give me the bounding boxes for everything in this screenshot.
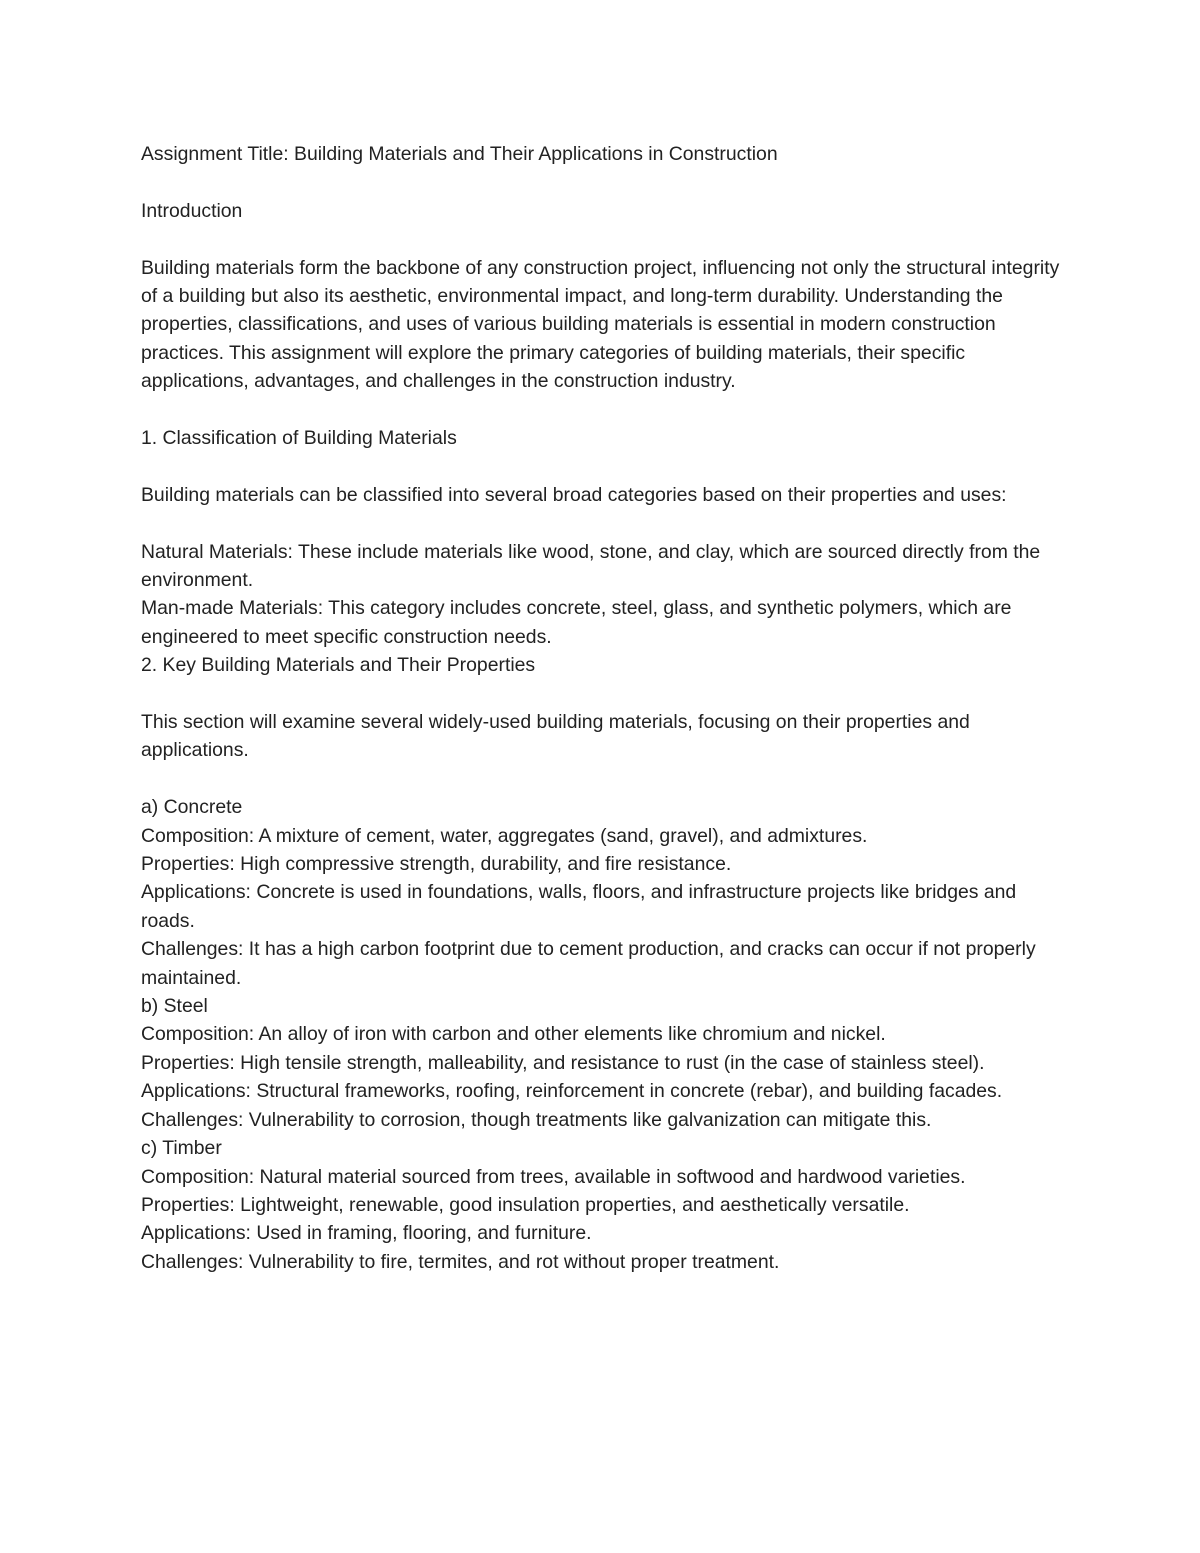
section1-heading: 1. Classification of Building Materials — [141, 427, 457, 450]
steel-heading: b) Steel — [141, 995, 208, 1018]
manmade-materials-item: Man-made Materials: This category includes concrete, steel, glass, and synthetic polymers, which are engineered to meet specific construction needs. — [141, 597, 1012, 648]
concrete-applications: Applications: Concrete is used in foundations, walls, floors, and infrastructure projects like bridges and roads. — [141, 881, 1017, 932]
steel-applications: Applications: Structural frameworks, roofing, reinforcement in concrete (rebar), and building facades. — [141, 1080, 1003, 1103]
timber-composition: Composition: Natural material sourced from trees, available in softwood and hardwood varieties. — [141, 1165, 966, 1188]
section2-heading: 2. Key Building Materials and Their Properties — [141, 654, 536, 677]
timber-properties: Properties: Lightweight, renewable, good insulation properties, and aesthetically versatile. — [141, 1193, 910, 1216]
section2-paragraph: This section will examine several widely-used building materials, focusing on their properties and applications. — [141, 711, 970, 762]
concrete-heading: a) Concrete — [141, 796, 243, 819]
steel-composition: Composition: An alloy of iron with carbon and other elements like chromium and nickel. — [141, 1023, 886, 1046]
natural-materials-item: Natural Materials: These include materials like wood, stone, and clay, which are sourced directly from the environment. — [141, 540, 1041, 592]
timber-applications: Applications: Used in framing, flooring, and furniture. — [141, 1222, 592, 1245]
concrete-composition: Composition: A mixture of cement, water, aggregates (sand, gravel), and admixtures. — [141, 824, 868, 847]
steel-properties: Properties: High tensile strength, malleability, and resistance to rust (in the case of stainless steel). — [141, 1051, 985, 1074]
concrete-properties: Properties: High compressive strength, durability, and fire resistance. — [141, 853, 732, 876]
timber-challenges: Challenges: Vulnerability to fire, termites, and rot without proper treatment. — [141, 1250, 780, 1273]
section1-paragraph: Building materials can be classified into several broad categories based on their properties and uses: — [141, 483, 1007, 506]
intro-paragraph: Building materials form the backbone of any construction project, influencing not only the structural integrity of a building but also its aesthetic, environmental impact, and long-term durability. Understanding the properties, classifications, and uses of various building materials is essential in modern construction practices. This assignment will explore the primary categories of building materials, their specific applications, advantages, and challenges in the construction industry. — [141, 256, 1060, 393]
assignment-title: Assignment Title: Building Materials and Their Applications in Construction — [141, 143, 778, 165]
steel-challenges: Challenges: Vulnerability to corrosion, though treatments like galvanization can mitigate this. — [141, 1108, 932, 1131]
concrete-challenges: Challenges: It has a high carbon footprint due to cement production, and cracks can occur if not properly maintained. — [141, 938, 1036, 989]
document-body — [141, 140, 1071, 1276]
timber-heading: c) Timber — [141, 1137, 222, 1160]
intro-heading: Introduction — [141, 199, 243, 222]
